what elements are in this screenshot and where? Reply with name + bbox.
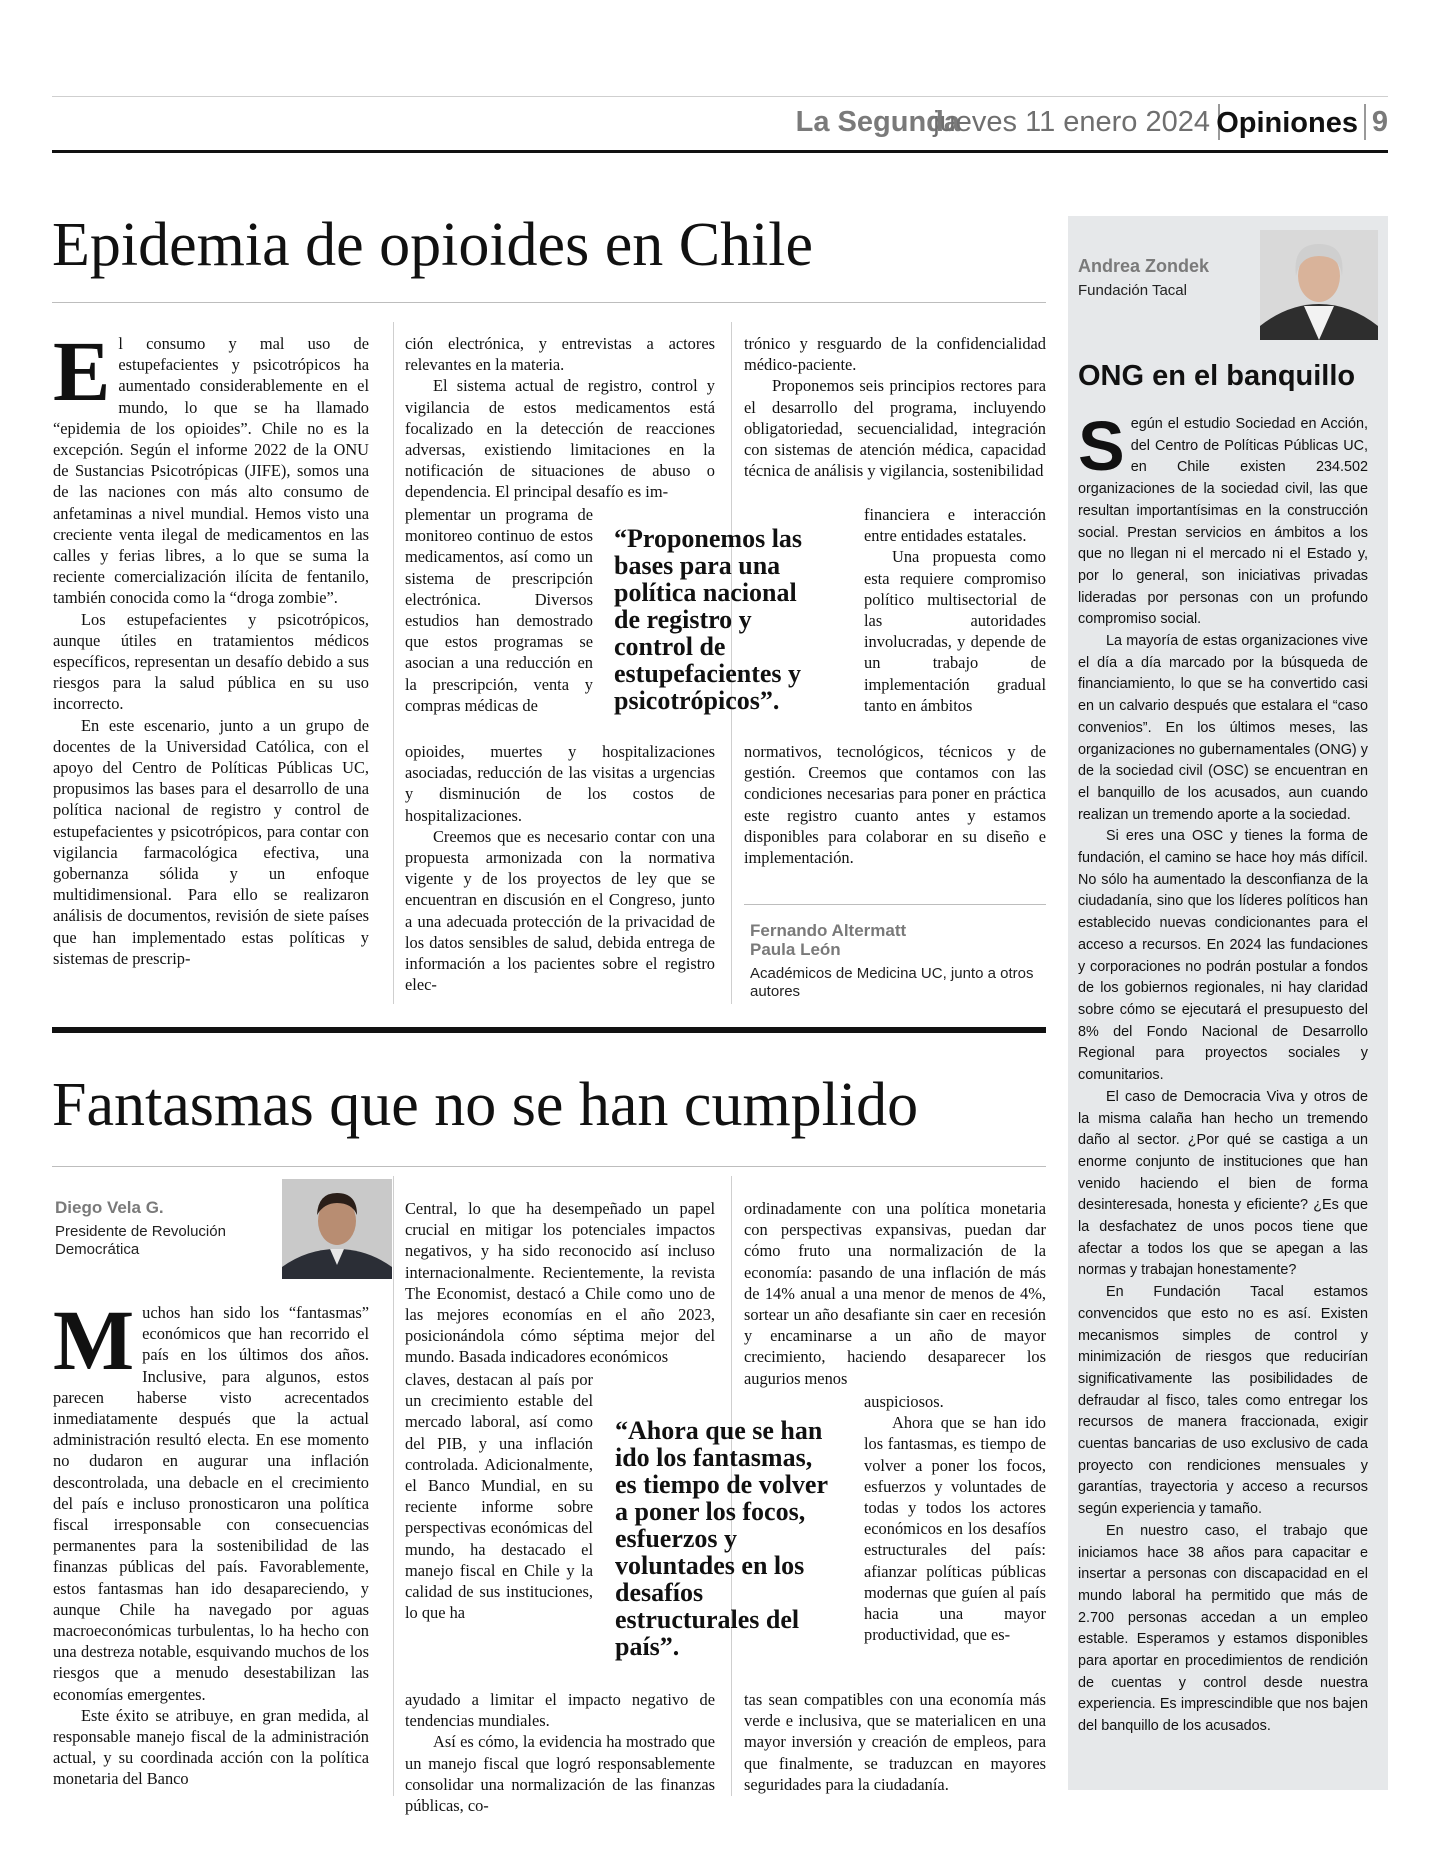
paragraph: Este éxito se atribuye, en gran medida, al responsable manejo fiscal de la administración actual, y su coordinada acción con la política monetaria del Banco (53, 1705, 369, 1789)
paragraph: Creemos que es necesario contar con una propuesta armonizada con la normativa vigente y de los proyectos de ley que se encuentran en discusión en el Congreso, junto a una adecuada protección de la privacidad de los datos sensibles de salud, debida entrega de información a los pacientes sobre el registro elec- (405, 826, 715, 995)
author-role: Presidente de Revolución Democrática (55, 1223, 226, 1258)
column-divider (393, 1176, 394, 1796)
article-headline: Fantasmas que no se han cumplido (52, 1071, 919, 1139)
byline-rule (744, 904, 1046, 905)
paragraph: normativos, tecnológicos, técnicos y de gestión. Creemos que contamos con las condiciones necesarias para poner en práctica este registro cuanto antes y estamos disponibles para colaborar en su diseño e implementación. (744, 742, 1046, 868)
masthead-top-rule (52, 96, 1388, 97)
section-divider (52, 1027, 1046, 1033)
drop-cap: E (53, 323, 111, 419)
article-column-narrow (864, 1391, 1046, 1645)
paragraph: Proponemos seis principios rectores para el desarrollo del programa, incluyendo obligatoriedad, secuencialidad, integración con sistemas de atención médica, capacidad técnica de análisis y vigilancia, sostenibilidad (744, 376, 1046, 481)
masthead-divider (1364, 104, 1366, 140)
article-column (744, 741, 1046, 868)
article-column (53, 1292, 369, 1790)
opinion-sidebar (1068, 216, 1388, 1790)
author-photo (1260, 230, 1378, 340)
author-role: Académicos de Medicina UC, junto a otros autores (750, 965, 1034, 1000)
paragraph: claves, destacan al país por un crecimiento estable del mercado laboral, así como del PIB, y una inflación controlada. Adicionalmente, el Banco Mundial, en su reciente informe sobre perspectivas económicas del mundo, ha destacado el manejo fiscal en Chile y la calidad de sus instituciones, lo que ha (405, 1370, 593, 1623)
paragraph: auspiciosos. (864, 1392, 944, 1411)
drop-cap: M (53, 1292, 135, 1388)
page-number: 9 (1371, 106, 1388, 138)
article-column-narrow (864, 504, 1046, 716)
article-column (405, 741, 715, 995)
paragraph: La mayoría de estas organizaciones vive el día a día marcado por la búsqueda de financiamiento, lo que se ha convertido casi en un calvario después que estalara el “caso convenios”. En los últimos meses, las organizaciones no gubernamentales (ONG) y de la sociedad civil (OSC) se encuentran en el banquillo de los acusados, aun cuando realizan un tremendo aporte a la sociedad. (1078, 633, 1368, 823)
paragraph: uchos han sido los “fantasmas” económicos que han recorrido el país en los últimos dos años. Inclusive, para algunos, estos parecen haberse visto acrecentados inmediatamente después que la actual administración resultó electa. En ese momento no dudaron en augurar una inflación descontrolada, una debacle en el crecimiento del país e incluso pronosticaron una política fiscal irresponsable con consecuencias permanentes para la sostenibilidad de las finanzas públicas del país. Favorablemente, estos fantasmas han ido desapareciendo, y aunque Chile ha navegado por aguas macroeconómicas turbulentas, lo ha hecho con una destreza notable, esquivando muchos de los riesgos que a menudo desestabilizan las economías emergentes. (53, 1303, 369, 1704)
column-divider (393, 322, 394, 1004)
paragraph: El sistema actual de registro, control y vigilancia de estos medicamentos está focalizado en la detección de reacciones adversas, existiendo limitaciones en la notificación de situaciones de abuso o dependencia. El principal desafío es im- (405, 376, 715, 502)
masthead-date: jueves 11 enero 2024 (933, 106, 1210, 138)
sidebar-title: ONG en el banquillo (1078, 360, 1356, 392)
drop-cap: S (1078, 407, 1125, 485)
masthead-section: Opiniones (1216, 107, 1358, 139)
pull-quote: “Ahora que se han ido los fantasmas, es tiempo de volver a poner los focos, esfuerzos y voluntades en los desafíos estructurales del país”. (615, 1416, 828, 1661)
paragraph: ayudado a limitar el impacto negativo de tendencias mundiales. (405, 1690, 715, 1731)
portrait-icon (1260, 230, 1378, 340)
paragraph: En este escenario, junto a un grupo de docentes de la Universidad Católica, con el apoyo del Centro de Políticas Públicas UC, propusimos las bases para el desarrollo de una política nacional de registro y control de estupefacientes y psicotrópicos, para contar con vigilancia farmacológica efectiva, una gobernanza sólida y un enfoque multidimensional. Para ello se realizaron análisis de documentos, revisión de siete países que han implementado estas políticas y sistemas de prescrip- (53, 715, 369, 968)
author-role: Fundación Tacal (1078, 282, 1187, 299)
article-column (744, 333, 1046, 481)
paragraph: Central, lo que ha desempeñado un papel crucial en mitigar los potenciales impactos negativos, y ha sido reconocido así incluso internacionalmente. Recientemente, la revista The Economist, destacó a Chile como uno de las mejores economías en el año 2023, posicionándola cómo séptima mejor del mundo. Basada indicadores económicos (405, 1199, 715, 1367)
article-column (405, 1198, 715, 1368)
headline-rule (52, 302, 1046, 303)
article-column-narrow (405, 1369, 593, 1623)
masthead-bottom-rule (52, 150, 1388, 153)
paragraph: En nuestro caso, el trabajo que iniciamos hace 38 años para capacitar e insertar a personas con discapacidad en el mundo laboral ha permitido que más de 2.700 personas accedan a un empleo estable. Esperamos y estamos disponibles para aportar en procedimientos de rendición de cuentas y control desde nuestra experiencia. Es imprescindible que nos bajen del banquillo de los acusados. (1078, 1522, 1368, 1735)
article-column (405, 333, 715, 503)
article-column (744, 1198, 1046, 1389)
masthead (52, 100, 1388, 148)
paragraph: egún el estudio Sociedad en Acción, del Centro de Políticas Públicas UC, en Chile existen 234.502 organizaciones de la sociedad civil, las que resultan importantísimas en la construcción social. Prestan servicios en ámbitos a los que no llegan ni el mercado ni el Estado y, por lo general, son iniciativas privadas lideradas por personas con un profundo compromiso social. (1078, 416, 1368, 628)
paragraph: trónico y resguardo de la confidencialidad médico-paciente. (744, 334, 1046, 375)
paragraph: Así es cómo, la evidencia ha mostrado que un manejo fiscal que logró responsablemente consolidar una normalización de las finanzas públicas, co- (405, 1732, 715, 1816)
paragraph: Si eres una OSC y tienes la forma de fundación, el camino se hace hoy más difícil. No sólo ha aumentado la desconfianza de la ciudadanía, sino que los líderes políticos han establecido nuevas condicionantes para el acceso a recursos. En 2024 las fundaciones y corporaciones no podrán postular a fondos de los gobiernos regionales, ni hay claridad sobre cómo se ejecutará el presupuesto del 8% del Fondo Nacional de Desarrollo Regional para proyectos sociales y comunitarios. (1078, 828, 1368, 1084)
paragraph: tas sean compatibles con una economía más verde e inclusiva, que se materialicen en una mayor inversión y creación de empleos, para que finalmente, se traduzcan en mayores seguridades para la ciudadanía. (744, 1690, 1046, 1794)
masthead-brand: La Segunda (795, 106, 960, 138)
paragraph: Una propuesta como esta requiere compromiso político multisectorial de las autoridades involucradas, y depende de un trabajo de implementación gradual tanto en ámbitos (864, 547, 1046, 715)
article-column-narrow (405, 504, 593, 716)
paragraph: financiera e interacción entre entidades estatales. (864, 505, 1046, 546)
paragraph: plementar un programa de monitoreo continuo de estos medicamentos, así como un sistema de prescripción electrónica. Diversos estudios han demostrado que estos programas se asocian a una reducción en la prescripción, venta y compras médicas de (405, 505, 593, 715)
pull-quote: “Proponemos las bases para una política nacional de registro y control de estupefacientes y psicotrópicos”. (614, 524, 803, 715)
paragraph: ordinadamente con una política monetaria con perspectivas expansivas, puedan dar cómo fruto una normalización de la economía: pasando de una inflación de más de 14% anual a una menor de menos de 4%, sortear un año desafiante sin caer en recesión y encaminarse a un año de mayor crecimiento, haciendo desaparecer los augurios menos (744, 1199, 1046, 1388)
article-headline: Epidemia de opioides en Chile (52, 211, 814, 279)
author-name: Fernando Altermatt Paula León (750, 921, 907, 959)
paragraph: Ahora que se han ido los fantasmas, es tiempo de volver a poner los focos, esfuerzos y voluntades de todas y todos los actores económicos en los desafíos estructurales del país: afianzar políticas públicas modernas que guíen al país hacia una mayor productividad, que es- (864, 1413, 1046, 1645)
paragraph: En Fundación Tacal estamos convencidos que esto no es así. Existen mecanismos simples de control y minimización de riesgos que reducirían significativamente las posibilidades de defraudar al fisco, tales como entregar los recursos de manera fraccionada, exigir cuentas bancarias de uso exclusivo de cada proyecto con rendiciones mensuales y garantías, trayectoria y acceso a recursos según experiencia y tamaño. (1078, 1284, 1368, 1518)
byline (55, 1198, 275, 1259)
author-name: Diego Vela G. (55, 1198, 164, 1217)
headline-rule (52, 1166, 1046, 1167)
article-column (405, 1689, 715, 1816)
paragraph: El caso de Democracia Viva y otros de la misma calaña han hecho un tremendo daño al sector. ¿Por qué se castiga a un enorme conjunto de instituciones que han venido haciendo el bien de forma desinteresada, honesta y eficiente? ¿Es que la desfachatez de unos pocos tiene que afectar a todos los que se apegan a las normas y trabajan honestamente? (1078, 1088, 1368, 1279)
article-column (53, 323, 369, 969)
article-column (744, 1689, 1046, 1795)
author-photo (282, 1179, 392, 1279)
paragraph: ción electrónica, y entrevistas a actores relevantes en la materia. (405, 334, 715, 375)
paragraph: l consumo y mal uso de estupefacientes y psicotrópicos ha aumentado considerablemente en el mundo, lo que se ha llamado “epidemia de los opioides”. Chile no es la excepción. Según el informe 2022 de la ONU de Sustancias Psicotrópicas (JIFE), somos una de las naciones con más alto consumo de anfetaminas a nivel mundial. Hemos visto una creciente venta ilegal de medicamentos en las calles y ferias libres, a lo que se suma la reciente comercialización ilícita de fentanilo, también conocida como la “droga zombie”. (53, 334, 369, 608)
portrait-icon (282, 1179, 392, 1279)
paragraph: opioides, muertes y hospitalizaciones asociadas, reducción de las visitas a urgencias y disminución de los costos de hospitalizaciones. (405, 742, 715, 825)
byline (750, 921, 1040, 1001)
sidebar-body (1078, 407, 1368, 1738)
author-name: Andrea Zondek (1078, 256, 1210, 276)
paragraph: Los estupefacientes y psicotrópicos, aunque útiles en tratamientos médicos específicos, representan un desafío debido a sus riesgos para la salud pública en su uso incorrecto. (53, 609, 369, 714)
